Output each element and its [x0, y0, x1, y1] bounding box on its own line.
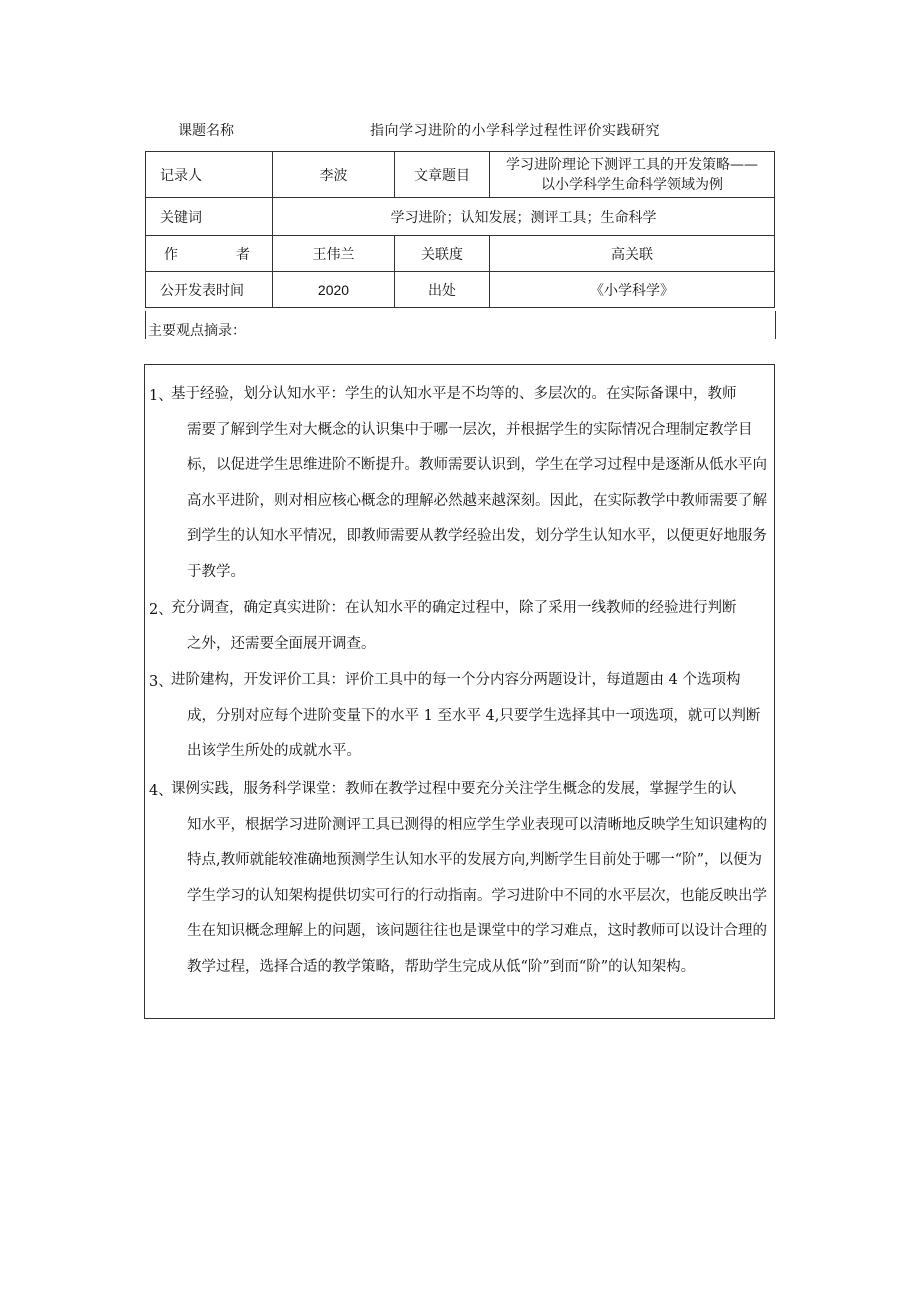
- article-title-line1: 学习进阶理论下测评工具的开发策略——: [506, 156, 758, 173]
- point-rest: 知水平，根据学习进阶测评工具已测得的相应学生学业表现可以清晰地反映学生知识建构的特点,教师就能较准确地预测学生认知水平的发展方向,判断学生目前处于哪一“阶”，以便为学生学习的认知架构提供切实可行的行动指南。学习进阶中不同的水平层次，也能反映出学生在知识概念理解上的问题，该问题往往也是课堂中的学习难点，这时教师可以设计合理的教学过程，选择合适的教学策略，帮助学生完成从低“阶”到而“阶”的认知架构。: [187, 816, 767, 975]
- point-text: [171, 663, 771, 770]
- author-value: 王伟兰: [273, 236, 395, 272]
- point-rest: 成，分别对应每个进阶变量下的水平 1 至水平 4,只要学生选择其中一项选项，就可以判断出该学生所处的成就水平。: [187, 707, 761, 759]
- table-row: [146, 152, 775, 198]
- topic-label: 课题名称: [178, 123, 234, 139]
- point-number: 3、: [149, 674, 173, 690]
- info-table: [145, 151, 775, 308]
- recorder-label: 记录人: [146, 152, 273, 198]
- topic-title: 指向学习进阶的小学科学过程性评价实践研究: [370, 123, 660, 139]
- table-row: [146, 272, 775, 308]
- author-label-part2: 者: [236, 246, 250, 263]
- source-label: 出处: [395, 272, 490, 308]
- keywords-value: 学习进阶；认知发展；测评工具；生命科学: [273, 198, 775, 236]
- point-first-line: 进阶建构，开发评价工具：评价工具中的每一个分内容分两题设计，每道题由 4 个选项构: [171, 672, 741, 688]
- relevance-label: 关联度: [395, 236, 490, 272]
- point-rest: 之外，还需要全面展开调查。: [187, 635, 376, 652]
- relevance-value: 高关联: [490, 236, 775, 272]
- point-rest: 需要了解到学生对大概念的认识集中于哪一层次，并根据学生的实际情况合理制定教学目标，以促进学生思维进阶不断提升。教师需要认识到，学生在学习过程中是逐渐从低水平向高水平进阶，则对相应核心概念的理解必然越来越深刻。因此，在实际教学中教师需要了解到学生的认知水平情况，即教师需要从教学经验出发，划分学生认知水平，以便更好地服务于教学。: [187, 421, 767, 580]
- point-first-line: 基于经验，划分认知水平：学生的认知水平是不均等的、多层次的。在实际备课中，教师: [171, 386, 737, 402]
- table-row: [146, 236, 775, 272]
- article-title-line2: 以小学科学生命科学领域为例: [541, 176, 723, 193]
- excerpt-content: [144, 364, 775, 1019]
- author-label: [146, 236, 273, 272]
- excerpt-label: 主要观点摘录：: [148, 323, 246, 339]
- point-number: 2、: [149, 602, 173, 618]
- publish-time-value: 2020: [273, 272, 395, 308]
- point-first-line: 充分调查，确定真实进阶：在认知水平的确定过程中，除了采用一线教师的经验进行判断: [171, 600, 737, 616]
- article-title-value: [490, 152, 775, 198]
- excerpt-row: [145, 311, 776, 339]
- source-value: 《小学科学》: [490, 272, 775, 308]
- point-text: [171, 591, 771, 662]
- recorder-value: 李波: [273, 152, 395, 198]
- publish-time-label: 公开发表时间: [146, 272, 273, 308]
- point-text: [171, 377, 771, 590]
- keywords-label: 关键词: [146, 198, 273, 236]
- author-label-part1: 作: [164, 246, 178, 263]
- table-row: [146, 198, 775, 236]
- article-title-label: 文章题目: [395, 152, 490, 198]
- point-text: [171, 772, 771, 985]
- point-first-line: 课例实践，服务科学课堂：教师在教学过程中要充分关注学生概念的发展，掌握学生的认: [171, 781, 737, 797]
- topic-header: [145, 120, 775, 142]
- point-number: 4、: [149, 783, 173, 799]
- point-number: 1、: [149, 388, 173, 404]
